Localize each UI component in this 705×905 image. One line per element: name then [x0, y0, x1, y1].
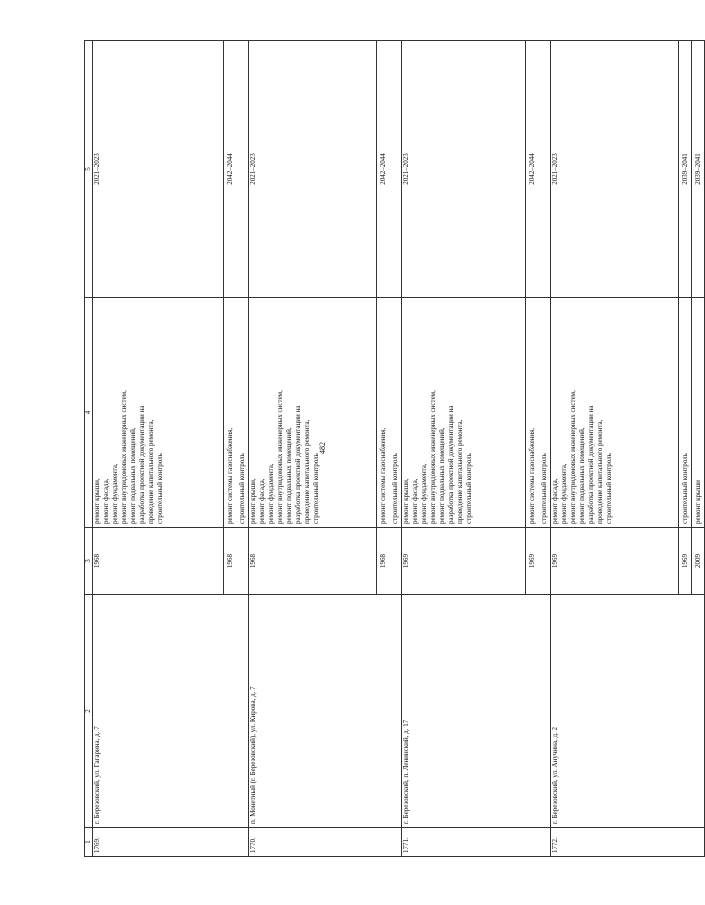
- work-item: ремонт внутридомовых инженерных систем,: [120, 390, 128, 524]
- work-item: ремонт фундамента,: [420, 463, 428, 524]
- column-number-4: 4: [85, 298, 93, 528]
- works-cell: [377, 298, 402, 528]
- year-cell: 1969: [551, 528, 679, 595]
- works-cell: [249, 298, 377, 528]
- period-cell: 2042–2044: [224, 41, 249, 298]
- table-row: [93, 41, 224, 857]
- period-cell: 2039–2041: [679, 41, 692, 298]
- works-cell: [679, 298, 692, 528]
- work-item: строительный контроль: [312, 453, 320, 524]
- work-item: ремонт внутридомовых инженерных систем,: [276, 390, 284, 524]
- works-cell: [224, 298, 249, 528]
- works-cell: [93, 298, 224, 528]
- work-item: ремонт крыши,: [93, 478, 101, 524]
- work-item: ремонт фасада,: [258, 478, 266, 524]
- work-item: ремонт крыши: [694, 480, 702, 524]
- work-item: ремонт крыши,: [249, 478, 257, 524]
- work-item: строительный контроль: [605, 453, 613, 524]
- work-item: ремонт фасада,: [411, 478, 419, 524]
- work-item: строительный контроль: [156, 453, 164, 524]
- work-item: ремонт подвальных помещений,: [285, 427, 293, 524]
- work-item: проведение капитального ремонта,: [147, 419, 155, 524]
- work-item: ремонт крыши,: [402, 478, 410, 524]
- rotated-table-container: [84, 76, 702, 857]
- work-item: ремонт фасада,: [102, 478, 110, 524]
- column-number-2: 2: [85, 595, 93, 828]
- work-item: строительный контроль: [465, 453, 473, 524]
- year-cell: 1968: [377, 528, 402, 595]
- year-cell: 1969: [679, 528, 692, 595]
- table-row: [551, 41, 679, 857]
- address-cell: п. Монетный (г. Березовский), ул. Кирова, д. 7: [249, 595, 402, 828]
- works-cell: [692, 298, 705, 528]
- period-cell: 2021–2023: [551, 41, 679, 298]
- period-cell: 2042–2044: [526, 41, 551, 298]
- work-item: разработка проектной документации на: [138, 405, 146, 524]
- work-item: ремонт подвальных помещений,: [129, 427, 137, 524]
- year-cell: 1968: [224, 528, 249, 595]
- work-item: ремонт фундамента,: [111, 463, 119, 524]
- work-item: разработка проектной документации на: [447, 405, 455, 524]
- year-cell: 1968: [93, 528, 224, 595]
- address-cell: г. Березовский, ул. Анучина, д. 2: [551, 595, 705, 828]
- period-cell: 2021–2023: [402, 41, 526, 298]
- works-cell: [526, 298, 551, 528]
- year-cell: 1968: [249, 528, 377, 595]
- work-item: проведение капитального ремонта,: [303, 419, 311, 524]
- column-number-5: 5: [85, 41, 93, 298]
- period-cell: 2039–2041: [692, 41, 705, 298]
- capital-repair-table: [84, 40, 705, 857]
- table-row: [402, 41, 526, 857]
- work-item: строительный контроль: [540, 453, 548, 524]
- work-item: строительный контроль: [238, 453, 246, 524]
- work-item: ремонт подвальных помещений,: [578, 427, 586, 524]
- works-cell: [551, 298, 679, 528]
- work-item: разработка проектной документации на: [294, 405, 302, 524]
- table-header-row: [85, 41, 93, 857]
- work-item: строительный контроль: [391, 453, 399, 524]
- period-cell: 2042–2044: [377, 41, 402, 298]
- column-number-1: 1: [85, 828, 93, 857]
- work-item: ремонт системы газоснабжения,: [226, 427, 234, 524]
- period-cell: 2021–2023: [249, 41, 377, 298]
- work-item: ремонт фасада,: [551, 478, 559, 524]
- work-item: ремонт фундамента,: [267, 463, 275, 524]
- year-cell: 1969: [402, 528, 526, 595]
- works-cell: [402, 298, 526, 528]
- address-cell: г. Березовский, п. Ленинский, д. 17: [402, 595, 551, 828]
- row-number-cell: 1770.: [249, 828, 402, 857]
- year-cell: 1969: [526, 528, 551, 595]
- work-item: проведение капитального ремонта,: [596, 419, 604, 524]
- year-cell: 2009: [692, 528, 705, 595]
- page-number: 482: [318, 442, 327, 454]
- work-item: строительный контроль: [681, 453, 689, 524]
- work-item: ремонт внутридомовых инженерных систем,: [569, 390, 577, 524]
- work-item: проведение капитального ремонта,: [456, 419, 464, 524]
- row-number-cell: 1772.: [551, 828, 705, 857]
- work-item: ремонт фундамента,: [560, 463, 568, 524]
- column-number-3: 3: [85, 528, 93, 595]
- table-row: [249, 41, 377, 857]
- work-item: разработка проектной документации на: [587, 405, 595, 524]
- work-item: ремонт внутридомовых инженерных систем,: [429, 390, 437, 524]
- row-number-cell: 1771.: [402, 828, 551, 857]
- row-number-cell: 1769.: [93, 828, 249, 857]
- work-item: ремонт подвальных помещений,: [438, 427, 446, 524]
- address-cell: г. Березовский, ул. Гагарина, д. 7: [93, 595, 249, 828]
- work-item: ремонт системы газоснабжения,: [528, 427, 536, 524]
- work-item: ремонт системы газоснабжения,: [379, 427, 387, 524]
- period-cell: 2021–2023: [93, 41, 224, 298]
